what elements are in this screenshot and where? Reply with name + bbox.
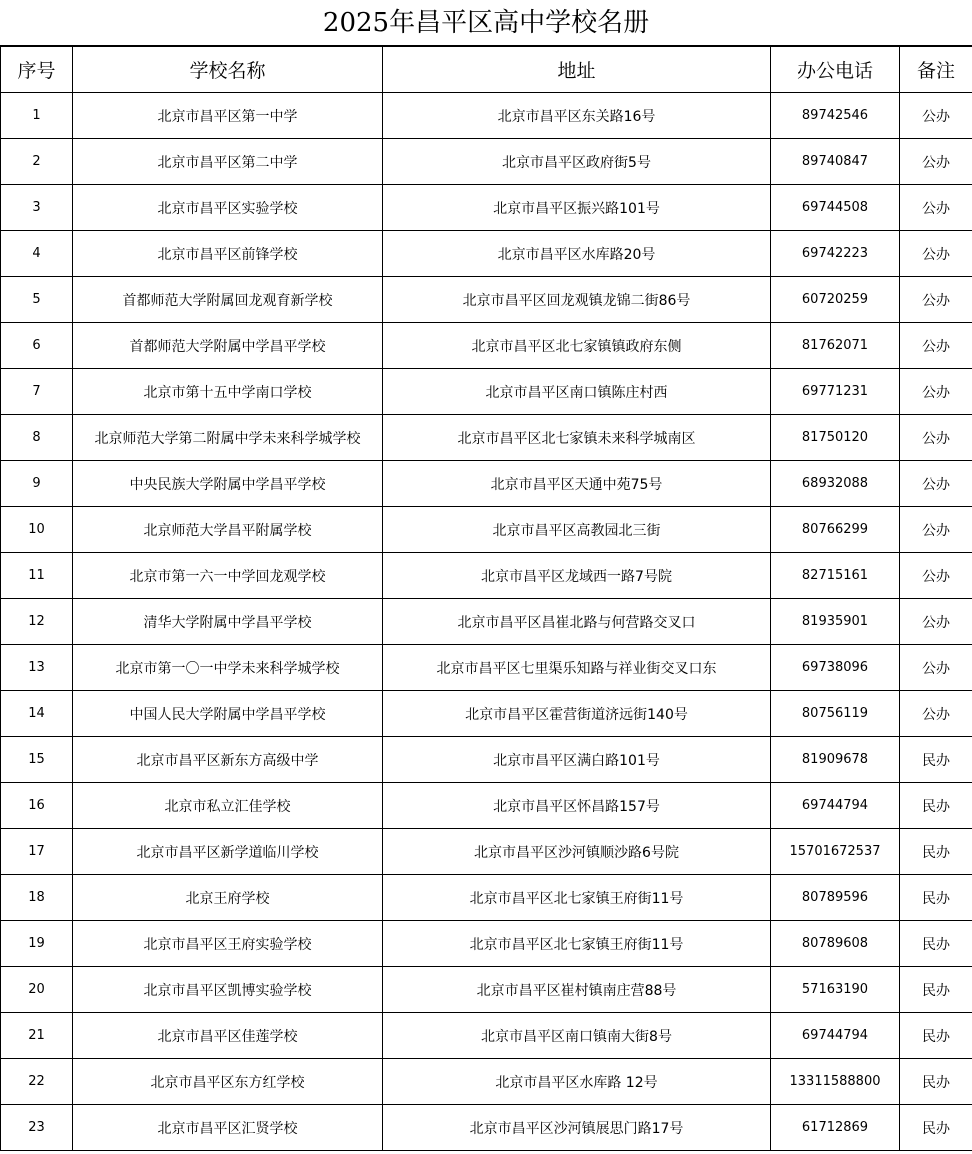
cell-address: 北京市昌平区北七家镇未来科学城南区	[383, 415, 771, 461]
table-row	[1, 691, 972, 737]
cell-note: 民办	[900, 1059, 972, 1105]
cell-school-name: 北京市第一〇一中学未来科学城学校	[73, 645, 383, 691]
cell-index: 22	[1, 1059, 73, 1105]
table-row	[1, 1105, 972, 1151]
cell-school-name: 北京市昌平区实验学校	[73, 185, 383, 231]
cell-phone: 81909678	[771, 737, 900, 783]
cell-index: 12	[1, 599, 73, 645]
cell-school-name: 北京市第一六一中学回龙观学校	[73, 553, 383, 599]
cell-phone: 13311588800	[771, 1059, 900, 1105]
cell-address: 北京市昌平区北七家镇镇政府东侧	[383, 323, 771, 369]
cell-note: 公办	[900, 369, 972, 415]
cell-note: 公办	[900, 645, 972, 691]
cell-school-name: 北京市第十五中学南口学校	[73, 369, 383, 415]
cell-address: 北京市昌平区昌崔北路与何营路交叉口	[383, 599, 771, 645]
cell-address: 北京市昌平区龙域西一路7号院	[383, 553, 771, 599]
table-row	[1, 783, 972, 829]
header-row	[1, 47, 972, 93]
cell-address: 北京市昌平区满白路101号	[383, 737, 771, 783]
page-title: 2025年昌平区高中学校名册	[0, 0, 972, 46]
cell-note: 公办	[900, 277, 972, 323]
cell-school-name: 北京市昌平区新东方高级中学	[73, 737, 383, 783]
table-row	[1, 139, 972, 185]
cell-note: 公办	[900, 323, 972, 369]
cell-phone: 81750120	[771, 415, 900, 461]
table-row	[1, 829, 972, 875]
cell-phone: 80766299	[771, 507, 900, 553]
cell-index: 16	[1, 783, 73, 829]
table-row	[1, 415, 972, 461]
cell-phone: 69771231	[771, 369, 900, 415]
cell-school-name: 北京市私立汇佳学校	[73, 783, 383, 829]
cell-address: 北京市昌平区北七家镇王府街11号	[383, 875, 771, 921]
cell-phone: 57163190	[771, 967, 900, 1013]
cell-school-name: 首都师范大学附属回龙观育新学校	[73, 277, 383, 323]
table-row	[1, 93, 972, 139]
cell-note: 公办	[900, 461, 972, 507]
table-row	[1, 875, 972, 921]
cell-phone: 81762071	[771, 323, 900, 369]
cell-school-name: 北京市昌平区王府实验学校	[73, 921, 383, 967]
header-address: 地址	[383, 47, 771, 93]
cell-school-name: 中国人民大学附属中学昌平学校	[73, 691, 383, 737]
cell-note: 民办	[900, 783, 972, 829]
cell-phone: 81935901	[771, 599, 900, 645]
cell-note: 公办	[900, 415, 972, 461]
cell-address: 北京市昌平区怀昌路157号	[383, 783, 771, 829]
cell-note: 民办	[900, 1013, 972, 1059]
cell-phone: 69744794	[771, 1013, 900, 1059]
cell-phone: 80789608	[771, 921, 900, 967]
cell-note: 民办	[900, 1105, 972, 1151]
table-row	[1, 553, 972, 599]
table-row	[1, 921, 972, 967]
cell-index: 6	[1, 323, 73, 369]
cell-school-name: 北京市昌平区新学道临川学校	[73, 829, 383, 875]
cell-address: 北京市昌平区南口镇陈庄村西	[383, 369, 771, 415]
cell-school-name: 北京市昌平区第一中学	[73, 93, 383, 139]
cell-school-name: 清华大学附属中学昌平学校	[73, 599, 383, 645]
cell-phone: 89742546	[771, 93, 900, 139]
cell-note: 民办	[900, 967, 972, 1013]
cell-school-name: 北京市昌平区前锋学校	[73, 231, 383, 277]
cell-phone: 15701672537	[771, 829, 900, 875]
cell-note: 公办	[900, 185, 972, 231]
cell-school-name: 北京王府学校	[73, 875, 383, 921]
table-body	[1, 93, 972, 1151]
cell-note: 公办	[900, 507, 972, 553]
header-phone: 办公电话	[771, 47, 900, 93]
cell-address: 北京市昌平区崔村镇南庄营88号	[383, 967, 771, 1013]
cell-index: 4	[1, 231, 73, 277]
cell-phone: 61712869	[771, 1105, 900, 1151]
cell-note: 公办	[900, 553, 972, 599]
table-row	[1, 967, 972, 1013]
cell-index: 14	[1, 691, 73, 737]
cell-note: 公办	[900, 691, 972, 737]
cell-index: 11	[1, 553, 73, 599]
cell-address: 北京市昌平区七里渠乐知路与祥业街交叉口东	[383, 645, 771, 691]
cell-phone: 89740847	[771, 139, 900, 185]
cell-address: 北京市昌平区沙河镇顺沙路6号院	[383, 829, 771, 875]
cell-school-name: 北京市昌平区第二中学	[73, 139, 383, 185]
cell-school-name: 北京师范大学第二附属中学未来科学城学校	[73, 415, 383, 461]
cell-note: 公办	[900, 139, 972, 185]
school-roster-table	[0, 46, 972, 1151]
cell-school-name: 中央民族大学附属中学昌平学校	[73, 461, 383, 507]
header-school-name: 学校名称	[73, 47, 383, 93]
cell-address: 北京市昌平区沙河镇展思门路17号	[383, 1105, 771, 1151]
table-row	[1, 185, 972, 231]
cell-address: 北京市昌平区霍营街道济远街140号	[383, 691, 771, 737]
cell-address: 北京市昌平区水库路 12号	[383, 1059, 771, 1105]
cell-index: 15	[1, 737, 73, 783]
cell-note: 民办	[900, 737, 972, 783]
cell-index: 19	[1, 921, 73, 967]
cell-school-name: 北京市昌平区凯博实验学校	[73, 967, 383, 1013]
cell-note: 民办	[900, 829, 972, 875]
cell-school-name: 北京市昌平区东方红学校	[73, 1059, 383, 1105]
cell-index: 17	[1, 829, 73, 875]
cell-note: 公办	[900, 231, 972, 277]
header-note: 备注	[900, 47, 972, 93]
cell-note: 公办	[900, 93, 972, 139]
cell-phone: 69738096	[771, 645, 900, 691]
cell-school-name: 北京市昌平区汇贤学校	[73, 1105, 383, 1151]
cell-phone: 69744794	[771, 783, 900, 829]
cell-address: 北京市昌平区水库路20号	[383, 231, 771, 277]
cell-index: 21	[1, 1013, 73, 1059]
table-row	[1, 369, 972, 415]
cell-school-name: 北京师范大学昌平附属学校	[73, 507, 383, 553]
cell-phone: 69744508	[771, 185, 900, 231]
cell-index: 23	[1, 1105, 73, 1151]
table-row	[1, 277, 972, 323]
table-row	[1, 323, 972, 369]
cell-address: 北京市昌平区东关路16号	[383, 93, 771, 139]
cell-index: 20	[1, 967, 73, 1013]
cell-address: 北京市昌平区北七家镇王府街11号	[383, 921, 771, 967]
cell-phone: 68932088	[771, 461, 900, 507]
table-row	[1, 231, 972, 277]
cell-phone: 80789596	[771, 875, 900, 921]
cell-school-name: 北京市昌平区佳莲学校	[73, 1013, 383, 1059]
table-row	[1, 507, 972, 553]
table-row	[1, 737, 972, 783]
cell-index: 18	[1, 875, 73, 921]
cell-index: 7	[1, 369, 73, 415]
cell-phone: 80756119	[771, 691, 900, 737]
cell-note: 公办	[900, 599, 972, 645]
header-index: 序号	[1, 47, 73, 93]
cell-index: 8	[1, 415, 73, 461]
cell-index: 1	[1, 93, 73, 139]
table-row	[1, 461, 972, 507]
table-row	[1, 599, 972, 645]
cell-index: 2	[1, 139, 73, 185]
cell-index: 9	[1, 461, 73, 507]
cell-phone: 60720259	[771, 277, 900, 323]
cell-index: 3	[1, 185, 73, 231]
cell-address: 北京市昌平区回龙观镇龙锦二街86号	[383, 277, 771, 323]
cell-address: 北京市昌平区天通中苑75号	[383, 461, 771, 507]
table-row	[1, 1059, 972, 1105]
cell-address: 北京市昌平区高教园北三街	[383, 507, 771, 553]
cell-index: 13	[1, 645, 73, 691]
cell-phone: 69742223	[771, 231, 900, 277]
cell-school-name: 首都师范大学附属中学昌平学校	[73, 323, 383, 369]
cell-index: 10	[1, 507, 73, 553]
cell-address: 北京市昌平区政府街5号	[383, 139, 771, 185]
table-row	[1, 1013, 972, 1059]
cell-phone: 82715161	[771, 553, 900, 599]
cell-note: 民办	[900, 875, 972, 921]
table-row	[1, 645, 972, 691]
cell-address: 北京市昌平区南口镇南大街8号	[383, 1013, 771, 1059]
cell-index: 5	[1, 277, 73, 323]
cell-address: 北京市昌平区振兴路101号	[383, 185, 771, 231]
cell-note: 民办	[900, 921, 972, 967]
